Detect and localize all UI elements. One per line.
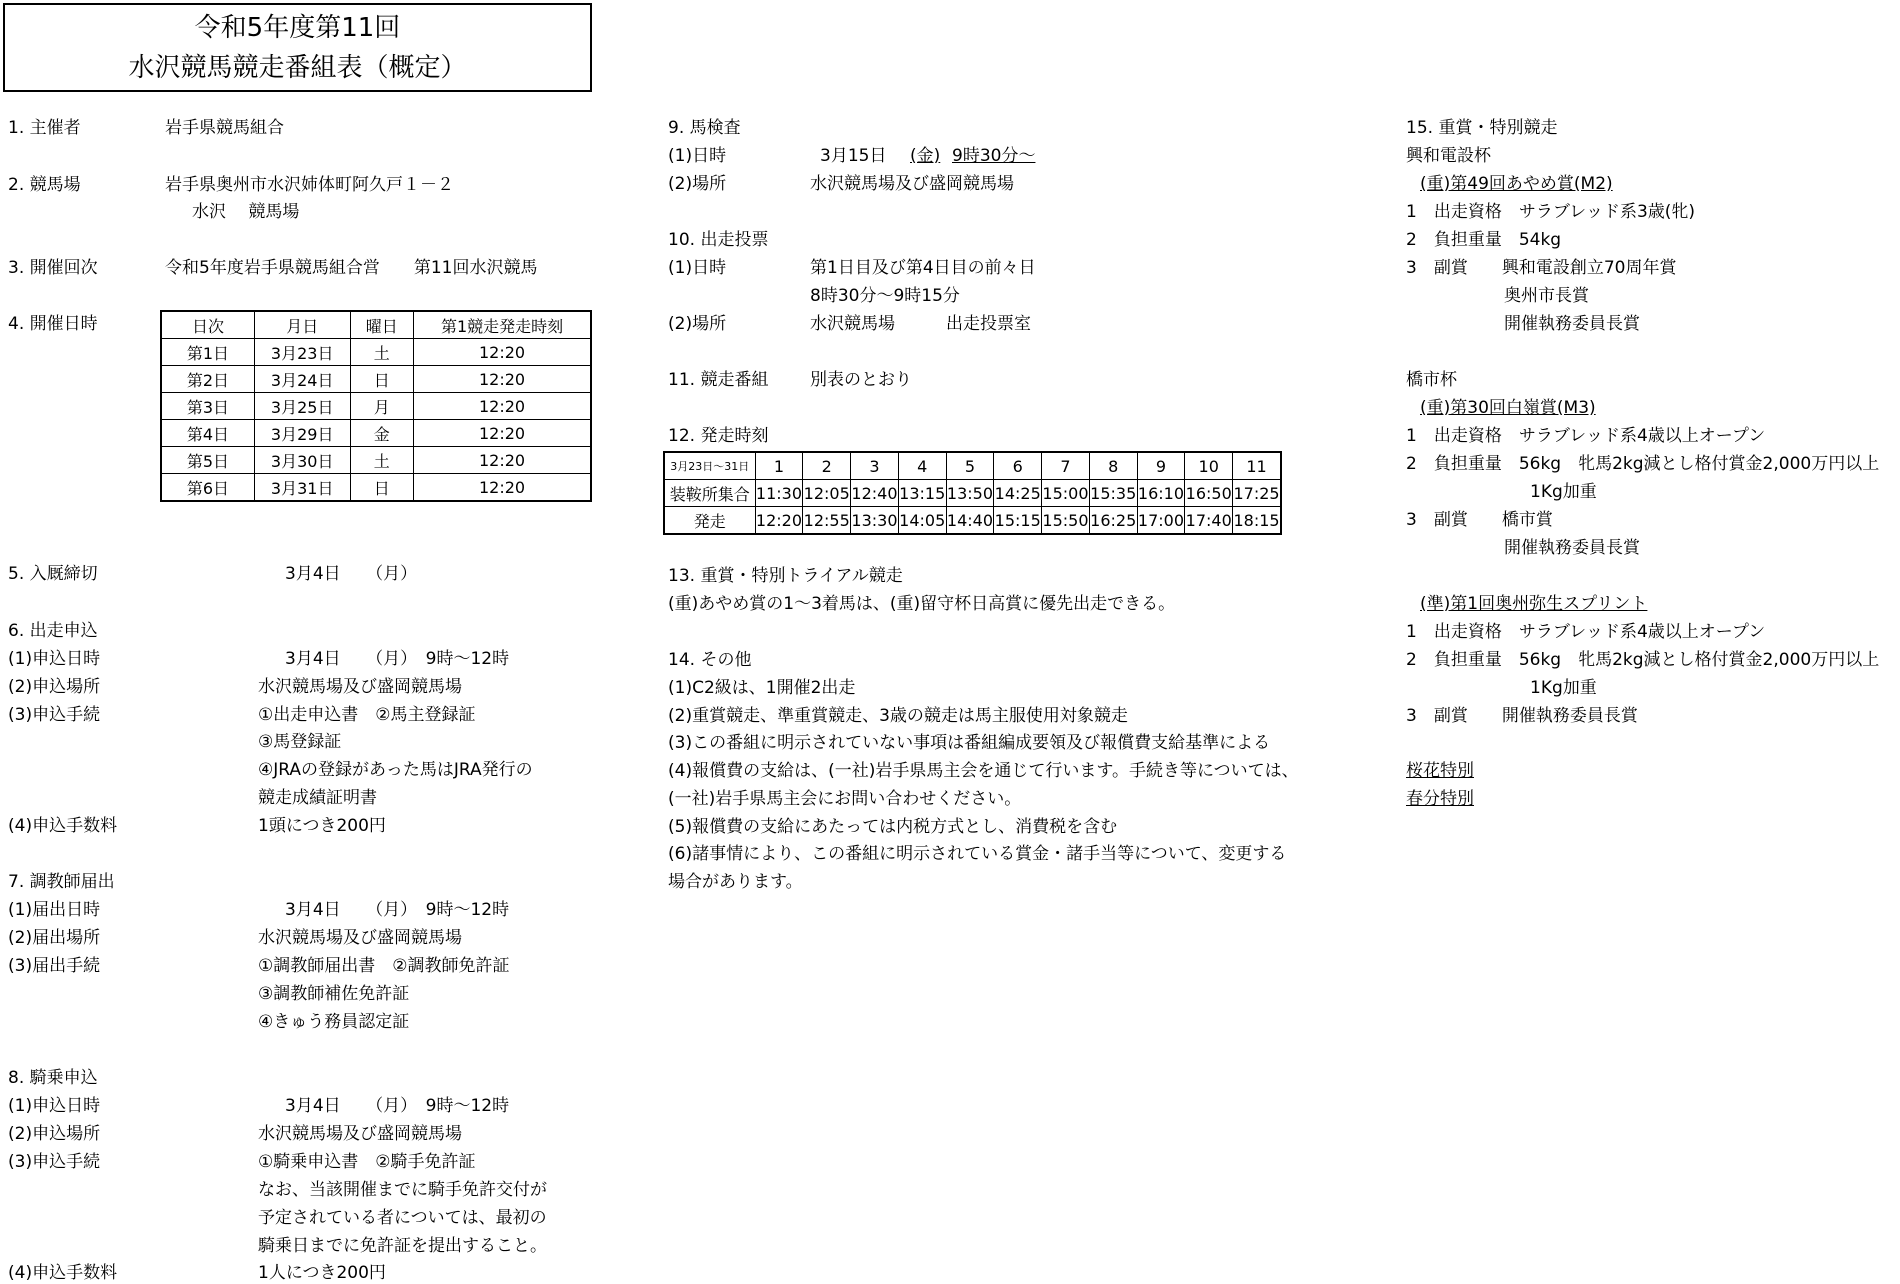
saddling-row (664, 480, 1281, 507)
table-cell: 14:05 (898, 507, 946, 535)
s5-label: 5. 入厩締切 (8, 564, 98, 584)
table-cell: 3月25日 (254, 393, 350, 420)
schedule-table (160, 310, 592, 502)
s15-c2b: 1Kg加重 (1530, 678, 1597, 698)
s8-v3b: なお、当該開催までに騎手免許交付が (258, 1180, 547, 1200)
s14-line: (4)報償費の支給は、(一社)岩手県馬主会を通じて行います。手続き等については、 (668, 761, 1299, 781)
table-cell: 第1日 (161, 339, 254, 366)
table-cell: 第2日 (161, 366, 254, 393)
table-cell: 15:00 (1042, 480, 1090, 507)
table-cell: 16:10 (1137, 480, 1185, 507)
s13-value: (重)あやめ賞の1～3着馬は、(重)留守杯日高賞に優先出走できる。 (668, 594, 1176, 614)
table-cell: 7 (1042, 452, 1090, 480)
s8-l2: (2)申込場所 (8, 1124, 101, 1144)
s15-b-cup: 橋市杯 (1406, 370, 1457, 390)
table-cell: 12:20 (414, 420, 591, 447)
table-cell: 12:55 (803, 507, 851, 535)
s15-b3b: 開催執務委員長賞 (1504, 538, 1640, 558)
s14-line: (一社)岩手県馬主会にお問い合わせください。 (668, 789, 1022, 809)
s2-value: 岩手県奥州市水沢姉体町阿久戸１－２ (165, 175, 454, 195)
s14-line: (3)この番組に明示されていない事項は番組編成要領及び報償費支給基準による (668, 733, 1271, 753)
s8-v3c: 予定されている者については、最初の (258, 1208, 547, 1228)
s15-c3: 3 副賞 開催執務委員長賞 (1406, 706, 1638, 726)
table-cell: 9 (1137, 452, 1185, 480)
table-cell: 3月24日 (254, 366, 350, 393)
table-cell: 12:20 (414, 447, 591, 474)
s15-a1: 1 出走資格 サラブレッド系3歳(牝) (1406, 202, 1696, 222)
table-cell: 第1競走発走時刻 (414, 311, 591, 339)
s1-value: 岩手県競馬組合 (165, 118, 284, 138)
post-time-row (664, 507, 1281, 535)
s15-label: 15. 重賞・特別競走 (1406, 118, 1558, 138)
table-header-row (161, 311, 591, 339)
title-line1: 令和5年度第11回 (194, 13, 401, 43)
s10-l2: (2)場所 (668, 314, 727, 334)
table-cell: 12:20 (414, 339, 591, 366)
s14-line: (2)重賞競走、準重賞競走、3歳の競走は馬主服使用対象競走 (668, 706, 1128, 726)
s9-l2: (2)場所 (668, 174, 727, 194)
s6-l3: (3)申込手続 (8, 705, 101, 725)
s11-label: 11. 競走番組 (668, 370, 769, 390)
table-cell: 3月31日 (254, 474, 350, 502)
s6-l2: (2)申込場所 (8, 677, 101, 697)
table-cell: 第6日 (161, 474, 254, 502)
table-row (161, 339, 591, 366)
s11-value: 別表のとおり (810, 370, 912, 390)
table-cell: 16:25 (1089, 507, 1137, 535)
table-cell: 第3日 (161, 393, 254, 420)
s6-v3c: ④JRAの登録があった馬はJRA発行の (258, 760, 533, 780)
table-cell: 装鞍所集合 (664, 480, 755, 507)
table-cell: 8 (1089, 452, 1137, 480)
start-time-table (663, 451, 1282, 535)
s1-label: 1. 主催者 (8, 118, 81, 138)
s9-v2: 水沢競馬場及び盛岡競馬場 (810, 174, 1014, 194)
s10-l1: (1)日時 (668, 258, 727, 278)
race-number-row (664, 452, 1281, 480)
table-cell: 12:40 (851, 480, 899, 507)
table-cell: 2 (803, 452, 851, 480)
table-cell: 10 (1185, 452, 1233, 480)
table-cell: 17:40 (1185, 507, 1233, 535)
s2-label: 2. 競馬場 (8, 175, 81, 195)
s6-l1: (1)申込日時 (8, 649, 101, 669)
s8-v1: 3月4日 （月） 9時～12時 (285, 1096, 510, 1116)
s6-label: 6. 出走申込 (8, 621, 98, 641)
s9-l1: (1)日時 (668, 146, 727, 166)
s15-b1: 1 出走資格 サラブレッド系4歳以上オープン (1406, 426, 1766, 446)
table-row (161, 474, 591, 502)
table-cell: 3 (851, 452, 899, 480)
table-cell: 12:20 (414, 366, 591, 393)
table-cell: 3月23日～31日 (664, 452, 755, 480)
s8-l4: (4)申込手数料 (8, 1263, 118, 1283)
table-cell: 12:20 (755, 507, 803, 535)
table-cell: 12:05 (803, 480, 851, 507)
table-cell: 第4日 (161, 420, 254, 447)
s14-line: (5)報償費の支給にあたっては内税方式とし、消費税を含む (668, 817, 1118, 837)
s3-label: 3. 開催回次 (8, 258, 98, 278)
s15-d1: 桜花特別 (1406, 761, 1474, 781)
table-cell: 15:35 (1089, 480, 1137, 507)
s9-v1a: 3月15日 (820, 146, 887, 166)
s12-label: 12. 発走時刻 (668, 426, 769, 446)
s15-c-race: (準)第1回奥州弥生スプリント (1420, 594, 1648, 614)
table-cell: 金 (350, 420, 414, 447)
table-cell: 3月30日 (254, 447, 350, 474)
s4-label: 4. 開催日時 (8, 314, 98, 334)
s15-b-race: (重)第30回白嶺賞(M3) (1420, 398, 1596, 418)
table-cell: 3月29日 (254, 420, 350, 447)
s15-b2b: 1Kg加重 (1530, 482, 1597, 502)
s14-label: 14. その他 (668, 650, 752, 670)
s15-d2: 春分特別 (1406, 789, 1474, 809)
s8-label: 8. 騎乗申込 (8, 1068, 98, 1088)
s9-v1c: 9時30分～ (952, 146, 1036, 166)
s9-label: 9. 馬検査 (668, 118, 741, 138)
table-cell: 12:20 (414, 474, 591, 502)
table-row (161, 447, 591, 474)
s8-v3a: ①騎乗申込書 ②騎手免許証 (258, 1152, 476, 1172)
table-cell: 13:15 (898, 480, 946, 507)
table-cell: 日次 (161, 311, 254, 339)
s6-v3b: ③馬登録証 (258, 732, 342, 752)
table-cell: 4 (898, 452, 946, 480)
table-cell: 13:50 (946, 480, 994, 507)
table-cell: 11:30 (755, 480, 803, 507)
table-cell: 土 (350, 339, 414, 366)
table-cell: 発走 (664, 507, 755, 535)
s7-v3a: ①調教師届出書 ②調教師免許証 (258, 956, 510, 976)
s15-a-race: (重)第49回あやめ賞(M2) (1420, 174, 1613, 194)
table-cell: 15:15 (994, 507, 1042, 535)
s8-l3: (3)申込手続 (8, 1152, 101, 1172)
table-cell: 3月23日 (254, 339, 350, 366)
table-cell: 5 (946, 452, 994, 480)
s7-l2: (2)届出場所 (8, 928, 101, 948)
s15-c2: 2 負担重量 56kg 牝馬2kg減とし格付賞金2,000万円以上 (1406, 650, 1880, 670)
s3-value: 令和5年度岩手県競馬組合営 第11回水沢競馬 (165, 258, 538, 278)
table-cell: 18:15 (1233, 507, 1281, 535)
table-row (161, 420, 591, 447)
s15-a-cup: 興和電設杯 (1406, 146, 1491, 166)
s6-v1: 3月4日 （月） 9時～12時 (285, 649, 510, 669)
s10-v1a: 第1日目及び第4日目の前々日 (810, 258, 1036, 278)
table-cell: 13:30 (851, 507, 899, 535)
s7-label: 7. 調教師届出 (8, 872, 115, 892)
table-cell: 月日 (254, 311, 350, 339)
table-cell: 土 (350, 447, 414, 474)
s8-l1: (1)申込日時 (8, 1096, 101, 1116)
s2-value2: 水沢 競馬場 (192, 202, 300, 222)
s6-v3a: ①出走申込書 ②馬主登録証 (258, 705, 476, 725)
s15-b2: 2 負担重量 56kg 牝馬2kg減とし格付賞金2,000万円以上 (1406, 454, 1880, 474)
s7-v3c: ④きゅう務員認定証 (258, 1012, 410, 1032)
table-cell: 日 (350, 366, 414, 393)
s10-v2: 水沢競馬場 出走投票室 (810, 314, 1031, 334)
table-cell: 12:20 (414, 393, 591, 420)
s6-v2: 水沢競馬場及び盛岡競馬場 (258, 677, 462, 697)
table-cell: 14:25 (994, 480, 1042, 507)
s6-v4: 1頭につき200円 (258, 816, 386, 836)
s15-a3b: 奥州市長賞 (1504, 286, 1589, 306)
s6-l4: (4)申込手数料 (8, 816, 118, 836)
s15-b3: 3 副賞 橋市賞 (1406, 510, 1553, 530)
s8-v4: 1人につき200円 (258, 1263, 386, 1283)
s5-value: 3月4日 （月） (285, 564, 418, 584)
table-cell: 17:25 (1233, 480, 1281, 507)
table-cell: 第5日 (161, 447, 254, 474)
s15-a2: 2 負担重量 54kg (1406, 230, 1562, 250)
s15-c1: 1 出走資格 サラブレッド系4歳以上オープン (1406, 622, 1766, 642)
table-cell: 1 (755, 452, 803, 480)
s15-a3c: 開催執務委員長賞 (1504, 314, 1640, 334)
s14-line: (1)C2級は、1開催2出走 (668, 678, 856, 698)
table-cell: 14:40 (946, 507, 994, 535)
table-cell: 11 (1233, 452, 1281, 480)
table-cell: 15:50 (1042, 507, 1090, 535)
s14-line: 場合があります。 (668, 872, 803, 892)
s13-label: 13. 重賞・特別トライアル競走 (668, 566, 903, 586)
table-cell: 月 (350, 393, 414, 420)
s7-v1: 3月4日 （月） 9時～12時 (285, 900, 510, 920)
s7-v3b: ③調教師補佐免許証 (258, 984, 410, 1004)
s8-v2: 水沢競馬場及び盛岡競馬場 (258, 1124, 462, 1144)
s6-v3d: 競走成績証明書 (258, 788, 377, 808)
s10-label: 10. 出走投票 (668, 230, 769, 250)
table-row (161, 393, 591, 420)
table-cell: 曜日 (350, 311, 414, 339)
table-row (161, 366, 591, 393)
s7-l1: (1)届出日時 (8, 900, 101, 920)
table-cell: 17:00 (1137, 507, 1185, 535)
page-title (3, 3, 592, 92)
table-cell: 16:50 (1185, 480, 1233, 507)
table-cell: 6 (994, 452, 1042, 480)
s7-v2: 水沢競馬場及び盛岡競馬場 (258, 928, 462, 948)
s15-a3: 3 副賞 興和電設創立70周年賞 (1406, 258, 1677, 278)
s10-v1b: 8時30分～9時15分 (810, 286, 960, 306)
title-line2: 水沢競馬競走番組表（概定） (128, 53, 467, 83)
s9-v1b: (金) (910, 146, 941, 166)
s14-line: (6)諸事情により、この番組に明示されている賞金・諸手当等について、変更する (668, 844, 1287, 864)
s7-l3: (3)届出手続 (8, 956, 101, 976)
table-cell: 日 (350, 474, 414, 502)
s8-v3d: 騎乗日までに免許証を提出すること。 (258, 1236, 547, 1256)
